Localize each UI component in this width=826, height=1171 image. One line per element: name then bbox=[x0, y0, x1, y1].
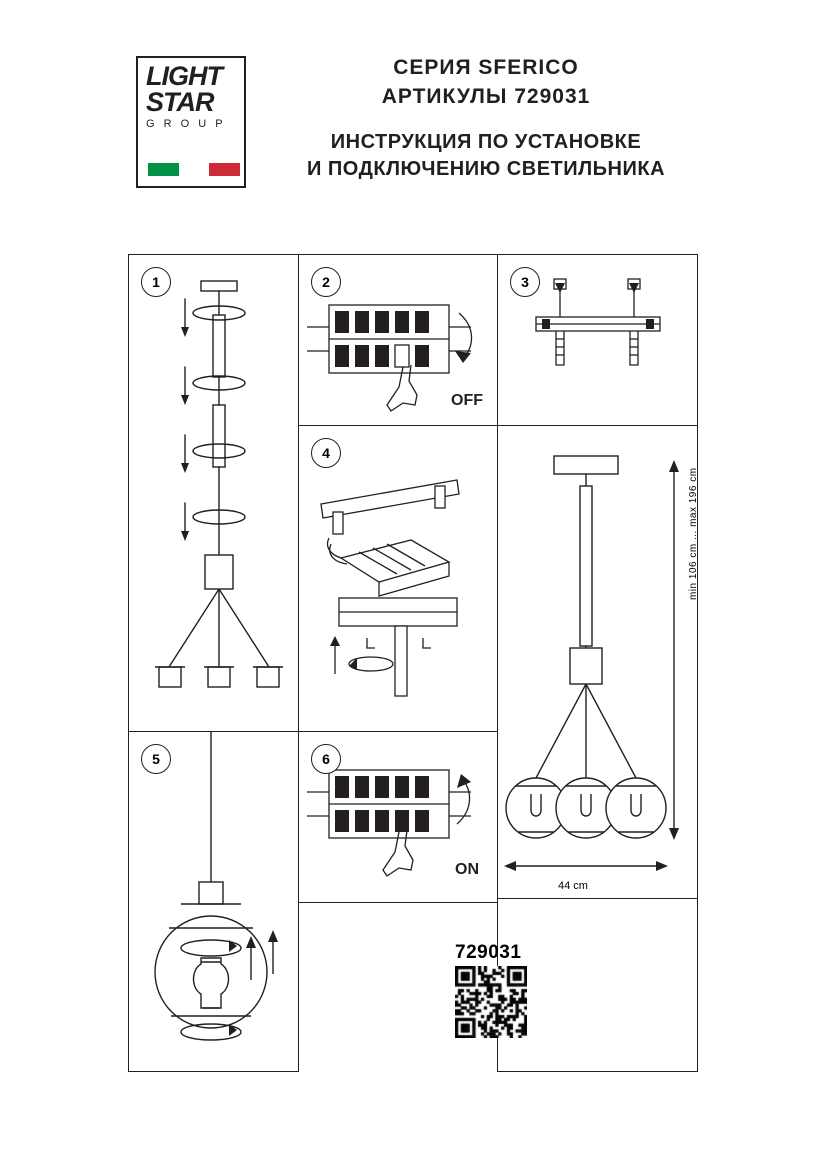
step-panel-4 bbox=[298, 425, 498, 732]
italy-flag-icon bbox=[148, 163, 240, 176]
qr-code bbox=[455, 966, 527, 1038]
logo-line-2: STAR bbox=[146, 86, 214, 117]
product-dimension-panel bbox=[497, 425, 698, 899]
step-number-5: 5 bbox=[141, 744, 171, 774]
instruction-title-line2: И ПОДКЛЮЧЕНИЮ СВЕТИЛЬНИКА bbox=[306, 158, 666, 180]
height-dimension-label: min 106 cm ... max 196 cm bbox=[688, 467, 699, 600]
step-number-3: 3 bbox=[510, 267, 540, 297]
step2-label: OFF bbox=[451, 392, 483, 409]
article-code: 729031 bbox=[455, 942, 522, 963]
product-dimension-diagram bbox=[498, 426, 696, 896]
steps-grid bbox=[128, 254, 698, 1072]
step-panel-5 bbox=[128, 731, 299, 1072]
step-number-6: 6 bbox=[311, 744, 341, 774]
step-number-4: 4 bbox=[311, 438, 341, 468]
logo-line-1: LIGHT bbox=[146, 61, 222, 91]
step-number-1: 1 bbox=[141, 267, 171, 297]
logo-text-block bbox=[146, 61, 242, 130]
step-panel-6 bbox=[298, 731, 498, 903]
article-title: АРТИКУЛЫ 729031 bbox=[381, 85, 591, 108]
step-panel-1 bbox=[128, 254, 299, 732]
step1-diagram bbox=[129, 255, 297, 729]
brand-logo bbox=[136, 56, 246, 188]
width-dimension-label: 44 cm bbox=[558, 880, 588, 892]
instruction-title-line1: ИНСТРУКЦИЯ ПО УСТАНОВКЕ bbox=[330, 131, 642, 153]
step-panel-3 bbox=[497, 254, 698, 426]
header-block bbox=[270, 56, 702, 181]
qr-panel bbox=[497, 898, 698, 1072]
step4-wiring-diagram bbox=[299, 426, 496, 729]
step-panel-2 bbox=[298, 254, 498, 426]
logo-line-3: G R O U P bbox=[146, 117, 226, 130]
series-title: СЕРИЯ SFERICO bbox=[393, 56, 579, 79]
step5-globe-diagram bbox=[129, 732, 297, 1069]
step6-label: ON bbox=[455, 861, 479, 878]
step-number-2: 2 bbox=[311, 267, 341, 297]
